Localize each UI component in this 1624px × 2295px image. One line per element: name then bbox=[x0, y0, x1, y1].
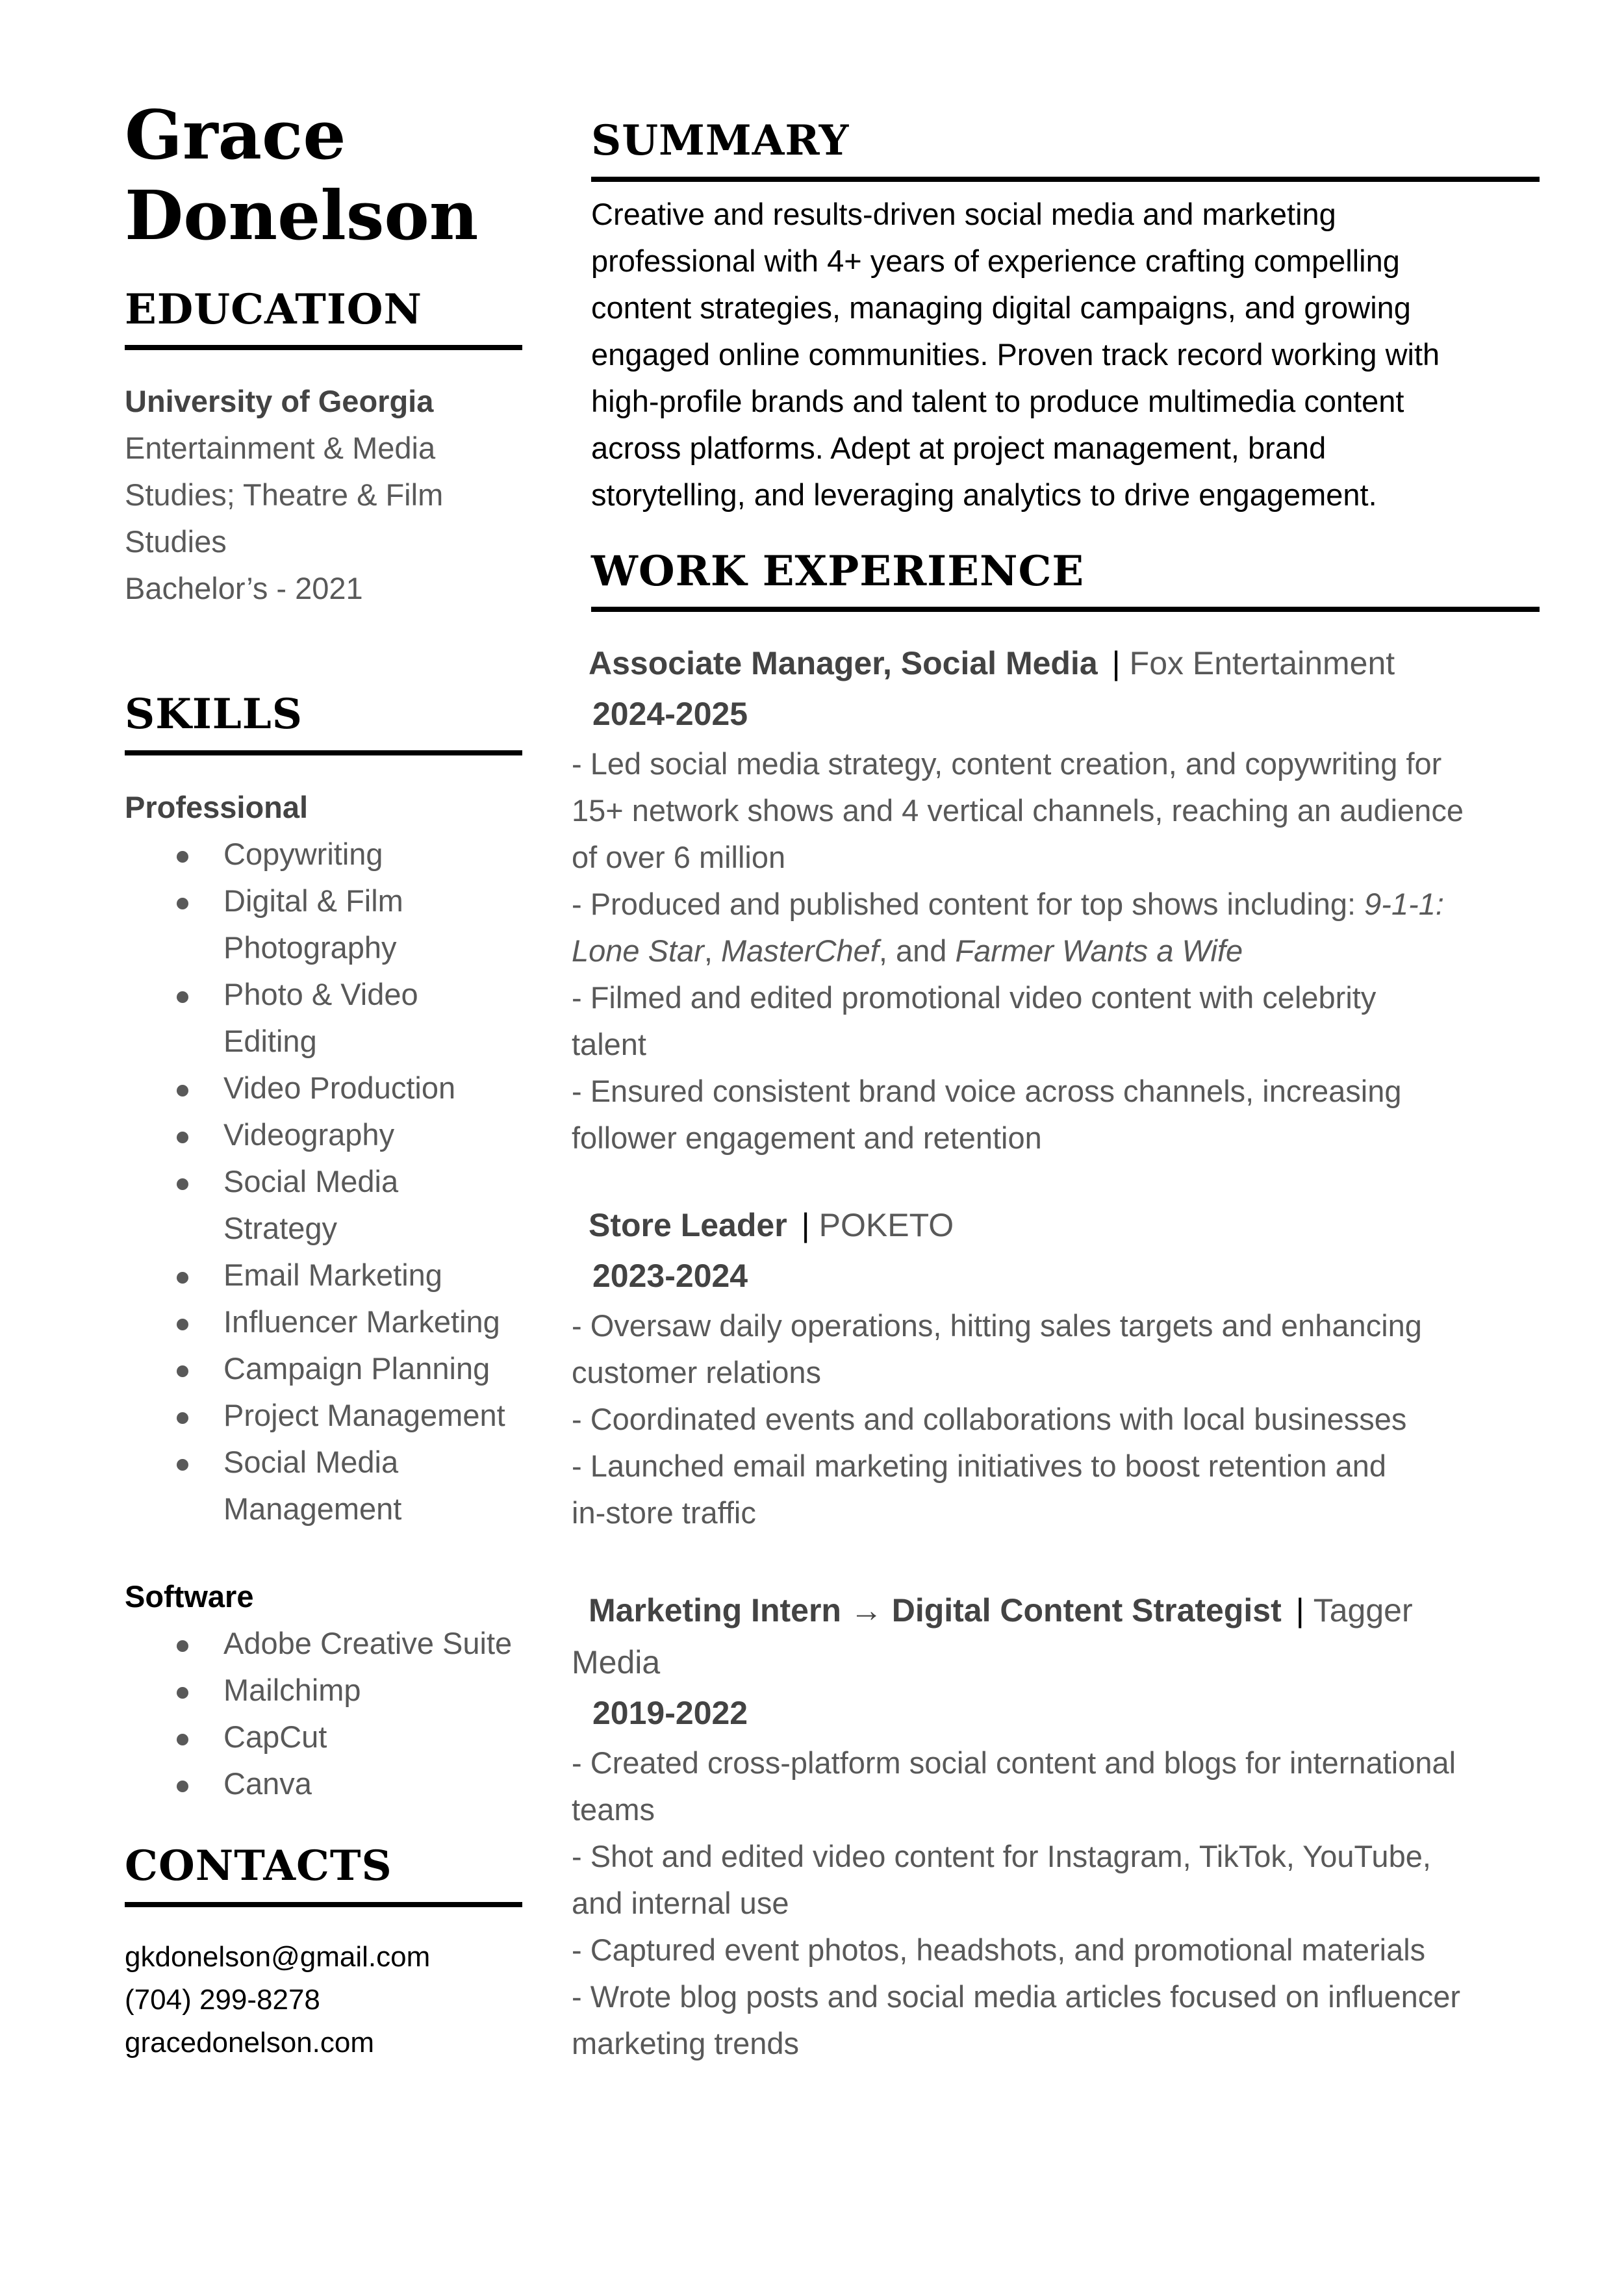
skill-item: Photo & Video Editing bbox=[125, 971, 505, 1065]
job-title: Marketing Intern → Digital Content Strategist bbox=[589, 1592, 1282, 1629]
job-title-line bbox=[589, 1585, 1413, 1636]
skill-item: Mailchimp bbox=[125, 1667, 512, 1714]
skill-item: Canva bbox=[125, 1760, 512, 1807]
education-heading: EDUCATION bbox=[125, 285, 422, 334]
skills-heading: SKILLS bbox=[125, 690, 303, 739]
job-title-line bbox=[589, 638, 1395, 689]
job-dates: 2019-2022 bbox=[592, 1695, 748, 1731]
skill-item: Email Marketing bbox=[125, 1252, 505, 1299]
contacts-divider bbox=[125, 1902, 522, 1907]
job-description: - Oversaw daily operations, hitting sales targets and enhancing customer relations - Coordinated events and collaborations with local businesses - Launched email marketing initiatives to boost retention and in-store traffic bbox=[572, 1308, 1422, 1530]
work-experience-divider bbox=[591, 607, 1540, 612]
separator: | bbox=[1111, 645, 1121, 681]
skill-item: Video Production bbox=[125, 1065, 505, 1111]
job-title: Associate Manager, Social Media bbox=[589, 645, 1098, 681]
software-skills-list bbox=[125, 1620, 512, 1807]
work-experience-heading: WORK EXPERIENCE bbox=[591, 547, 1085, 596]
job-dates: 2023-2024 bbox=[592, 1258, 748, 1294]
summary-heading: SUMMARY bbox=[591, 116, 850, 165]
skill-item: CapCut bbox=[125, 1714, 512, 1760]
professional-skills-label: Professional bbox=[125, 790, 309, 824]
separator: | bbox=[801, 1207, 810, 1243]
degree-line: Studies bbox=[125, 524, 227, 559]
last-name: Donelson bbox=[125, 175, 479, 255]
software-skills-label: Software bbox=[125, 1579, 254, 1614]
skill-item: Digital & Film Photography bbox=[125, 878, 505, 971]
skills-divider bbox=[125, 750, 522, 755]
job-description: - Created cross-platform social content and blogs for international teams - Shot and edited video content for Instagram, TikTok, YouTube, and internal use - Captured event photos, headshots, and promotional materials - Wrote blog posts and social media articles focused on influencer marketing trends bbox=[572, 1745, 1461, 2060]
education-divider bbox=[125, 345, 522, 350]
job-description: - Led social media strategy, content creation, and copywriting for 15+ network shows and 4 vertical channels, reaching an audience of over 6 million - Produced and published content for top shows including: 9-1-1: Lone Star, MasterChef, and Farmer Wants a Wife - Filmed and edited promotional video content with celebrity talent - Ensured consistent brand voice across channels, increasing follower engagement and retention bbox=[572, 746, 1464, 1155]
skill-item: Project Management bbox=[125, 1392, 505, 1439]
job-title-line bbox=[589, 1200, 954, 1250]
skill-item: Adobe Creative Suite bbox=[125, 1620, 512, 1667]
school-name: University of Georgia bbox=[125, 384, 434, 418]
company-name: POKETO bbox=[818, 1207, 954, 1243]
separator: | bbox=[1295, 1592, 1304, 1629]
company-name: Fox Entertainment bbox=[1129, 645, 1395, 681]
degree-line: Studies; Theatre & Film bbox=[125, 477, 444, 512]
skill-item: Social Media Management bbox=[125, 1439, 505, 1532]
candidate-name bbox=[125, 95, 522, 256]
skill-item: Copywriting bbox=[125, 831, 505, 878]
degree-line: Entertainment & Media bbox=[125, 431, 436, 465]
contacts-heading: CONTACTS bbox=[125, 1842, 392, 1890]
summary-text: Creative and results-driven social media and marketing professional with 4+ years of experience crafting compelling content strategies, managing digital campaigns, and growing engaged online communities. Proven track record working with high-profile brands and talent to produce multimedia content across platforms. Adept at project management, brand storytelling, and leveraging analytics to drive engagement. bbox=[591, 197, 1440, 512]
summary-divider bbox=[591, 177, 1540, 182]
skill-item: Campaign Planning bbox=[125, 1345, 505, 1392]
graduation-info: Bachelor’s - 2021 bbox=[125, 571, 363, 605]
skill-item: Influencer Marketing bbox=[125, 1299, 505, 1345]
contact-phone[interactable]: (704) 299-8278 bbox=[125, 1984, 320, 2016]
job-title: Store Leader bbox=[589, 1207, 787, 1243]
contact-email[interactable]: gkdonelson@gmail.com bbox=[125, 1941, 431, 1973]
company-name: Tagger bbox=[1313, 1592, 1413, 1629]
company-name-continued: Media bbox=[572, 1644, 661, 1680]
first-name: Grace bbox=[125, 95, 346, 175]
job-dates: 2024-2025 bbox=[592, 696, 748, 732]
skill-item: Videography bbox=[125, 1111, 505, 1158]
professional-skills-list bbox=[125, 831, 505, 1532]
contact-website[interactable]: gracedonelson.com bbox=[125, 2027, 375, 2059]
skill-item: Social Media Strategy bbox=[125, 1158, 505, 1252]
